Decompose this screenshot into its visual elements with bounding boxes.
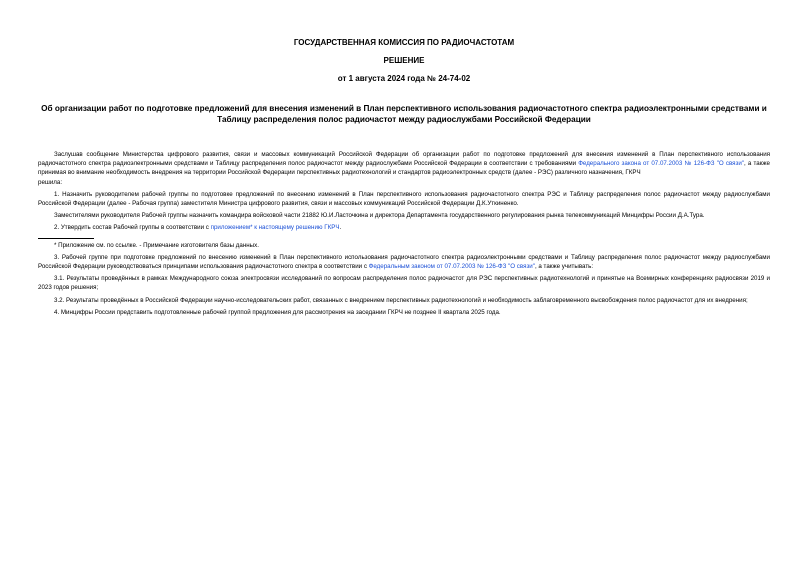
resolved-label: решила:	[38, 178, 63, 186]
appendix-link[interactable]: приложением* к настоящему решению ГКРЧ	[210, 224, 340, 232]
item-1: 1. Назначить руководителем рабочей группы по подготовке предложений по внесению изменений в План перспективного использования радиочастотного спектра РЭС и Таблицу распределения полос радиочастот между радиослужбами Российской Федерации (далее - Рабочая группа) заместителя Министра цифрового развития, связи и массовых коммуникаций Российской Федерации Д.К.Уткиненко.	[38, 190, 770, 208]
item-3-1: 3.1. Результаты проведённых в рамках Международного союза электросвязи исследований по вопросам распределения полос радиочастот для РЭС перспективных радиотехнологий и принятые на Всемирных конференциях радиосвязи 2019 и 2023 годов решения;	[38, 275, 770, 292]
item-2	[38, 223, 770, 232]
federal-law-link[interactable]: Федерального закона от 07.07.2003 № 126-ФЗ "О связи"	[578, 160, 745, 168]
document-type: РЕШЕНИЕ	[383, 56, 425, 65]
intro-paragraph	[38, 150, 770, 178]
item-3-end: , а также учитывать:	[534, 263, 594, 271]
item-2-end: .	[339, 224, 342, 232]
item-3	[38, 253, 770, 271]
federal-law-link-2[interactable]: Федеральным законом от 07.07.2003 № 126-ФЗ "О связи"	[368, 263, 535, 271]
document-title: Об организации работ по подготовке предложений для внесения изменений в План перспективного использования радиочастотного спектра радиоэлектронными средствами и Таблицу распределения полос радиочастот между радиослужбами Российской Федерации	[41, 104, 767, 124]
item-3-2: 3.2. Результаты проведённых в Российской Федерации научно-исследовательских работ, связанных с внедрением перспективных радиотехнологий и необходимость заблаговременного высвобождения полос радиочастот для их внедрения;	[54, 296, 748, 304]
footnote: * Приложение см. по ссылке. - Примечание изготовителя базы данных.	[54, 241, 259, 249]
document-date-number: от 1 августа 2024 года № 24-74-02	[337, 74, 471, 83]
item-1-deputies: Заместителями руководителя Рабочей группы назначить командира войсковой части 21882 Ю.И.Ласточкина и директора Департамента государственного регулирования рынка телекоммуникаций Минцифры России Д.А.Тура.	[54, 212, 705, 220]
footnote-divider	[38, 238, 94, 239]
document-body	[38, 150, 770, 317]
agency-name: ГОСУДАРСТВЕННАЯ КОМИССИЯ ПО РАДИОЧАСТОТАМ	[293, 38, 515, 47]
item-2-text: 2. Утвердить состав Рабочей группы в соответствии с	[54, 224, 211, 232]
intro-text: Заслушав сообщение Министерства цифрового развития, связи и массовых коммуникаций Российской Федерации об организации работ по подготовке предложений для внесения изменений в План перспективного использования радиочастотного спектра радиоэлектронными средствами и Таблицу распределения полос радиочастот между радиослужбами Российской Федерации в соответствии с требованиями	[38, 151, 770, 168]
item-4: 4. Минцифры России представить подготовленные рабочей группой предложения для рассмотрения на заседании ГКРЧ не позднее II квартала 2025 года.	[54, 308, 501, 316]
item-3-text: 3. Рабочей группе при подготовке предложений по внесению изменений в План перспективного использования радиочастотного спектра радиоэлектронными средствами и Таблицу распределения полос радиочастот между радиослужбами Российской Федерации руководствоваться принципами использования радиочастотного спектра в соответствии с	[38, 253, 770, 271]
intro-text-end: , а также принимая во внимание необходимость внедрения на территории Российской Федерации перспективных радиотехнологий и стандартов радиоэлектронных средств (далее - РЭС) различного назначения, ГКРЧ	[38, 160, 770, 177]
